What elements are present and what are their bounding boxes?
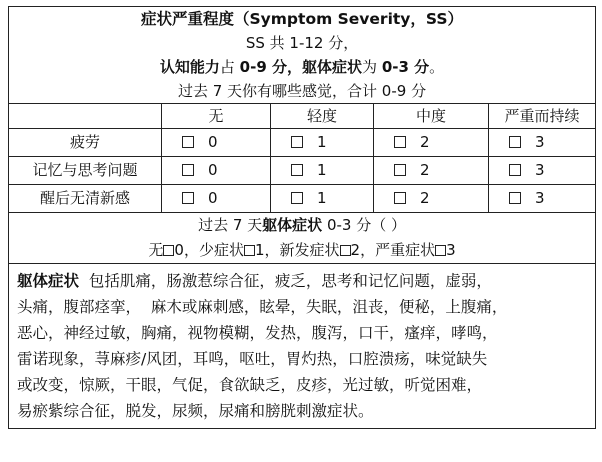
cognition-label: 认知能力 bbox=[159, 58, 220, 76]
option-cell[interactable]: 1 bbox=[271, 185, 374, 213]
row-label-unrefreshed-waking: 醒后无清新感 bbox=[9, 185, 162, 213]
option-cell[interactable]: 0 bbox=[162, 129, 271, 157]
option-cell[interactable]: 0 bbox=[162, 185, 271, 213]
somatic-answer-blank[interactable]: 0-3 分（ ） bbox=[322, 216, 406, 234]
checkbox[interactable] bbox=[435, 245, 446, 256]
table-row bbox=[9, 129, 596, 157]
checkbox[interactable] bbox=[340, 245, 351, 256]
column-header-none: 无 bbox=[162, 104, 271, 129]
checkbox[interactable] bbox=[182, 192, 194, 204]
score-breakdown bbox=[9, 55, 595, 79]
checkbox[interactable] bbox=[509, 164, 521, 176]
breakdown-end: 。 bbox=[429, 58, 445, 76]
checkbox[interactable] bbox=[509, 136, 521, 148]
table-row bbox=[9, 185, 596, 213]
somatic-question-bold: 躯体症状 bbox=[262, 216, 323, 234]
option-cell[interactable]: 1 bbox=[271, 129, 374, 157]
table-row bbox=[9, 157, 596, 185]
option-cell[interactable]: 3 bbox=[489, 185, 596, 213]
option-cell[interactable]: 2 bbox=[374, 129, 489, 157]
column-header-moderate: 中度 bbox=[374, 104, 489, 129]
cognition-score: 0-9 分 bbox=[239, 58, 287, 76]
option-cell[interactable]: 2 bbox=[374, 185, 489, 213]
total-range-text: SS 共 1-12 分， bbox=[245, 34, 359, 52]
corner-cell bbox=[9, 104, 162, 129]
checkbox[interactable] bbox=[291, 192, 303, 204]
column-header-severe: 严重而持续 bbox=[489, 104, 596, 129]
option-cell[interactable]: 0 bbox=[162, 157, 271, 185]
somatic-label: 躯体症状 bbox=[302, 58, 363, 76]
checkbox[interactable] bbox=[163, 245, 174, 256]
checkbox[interactable] bbox=[394, 136, 406, 148]
cognition-mid: 占 bbox=[219, 58, 240, 76]
column-header-mild: 轻度 bbox=[271, 104, 374, 129]
somatic-options: 无 0，少症状 1，新发症状 2，严重症状 3 bbox=[148, 241, 456, 259]
somatic-description: 躯体症状 包括肌痛，肠激惹综合征，疲乏，思考和记忆问题，虚弱， 头痛，腹部痉挛， 麻木或麻刺感，眩晕，失眠，沮丧，便秘，上腹痛， 恶心，神经过敏，胸痛，视物模糊，发热，腹泻，口干，瘙痒，哮鸣， 雷诺现象，荨麻疹/风团，耳鸣，呕吐，胃灼热，口腔溃疡，味觉缺失 或改变，惊厥，干眼，气促，食欲缺乏，皮疹，光过敏，听觉困难， 易瘀紫综合征，脱发，尿频，尿痛和膀胱刺激症状。 bbox=[9, 264, 596, 429]
checkbox[interactable] bbox=[509, 192, 521, 204]
checkbox[interactable] bbox=[182, 164, 194, 176]
somatic-score: 0-3 分 bbox=[381, 58, 430, 76]
option-cell[interactable]: 1 bbox=[271, 157, 374, 185]
option-cell[interactable]: 2 bbox=[374, 157, 489, 185]
checkbox[interactable] bbox=[182, 136, 194, 148]
description-label: 躯体症状 bbox=[17, 272, 80, 290]
past-week-question: 过去 7 天你有哪些感觉，合计 0-9 分 bbox=[177, 82, 427, 100]
checkbox[interactable] bbox=[244, 245, 255, 256]
row-label-memory-thinking: 记忆与思考问题 bbox=[9, 157, 162, 185]
row-label-fatigue: 疲劳 bbox=[9, 129, 162, 157]
checkbox[interactable] bbox=[394, 192, 406, 204]
table-header bbox=[9, 7, 596, 104]
somatic-score-section bbox=[9, 213, 596, 264]
somatic-question: 过去 7 天躯体症状 0-3 分（ ） bbox=[198, 216, 406, 234]
symptom-severity-table bbox=[8, 6, 596, 429]
option-cell[interactable]: 3 bbox=[489, 129, 596, 157]
option-cell[interactable]: 3 bbox=[489, 157, 596, 185]
somatic-mid: 为 bbox=[362, 58, 382, 76]
checkbox[interactable] bbox=[291, 136, 303, 148]
checkbox[interactable] bbox=[291, 164, 303, 176]
breakdown-separator: ， bbox=[287, 58, 303, 76]
table-title: 症状严重程度（Symptom Severity，SS） bbox=[141, 10, 464, 28]
column-header-row bbox=[9, 104, 596, 129]
checkbox[interactable] bbox=[394, 164, 406, 176]
